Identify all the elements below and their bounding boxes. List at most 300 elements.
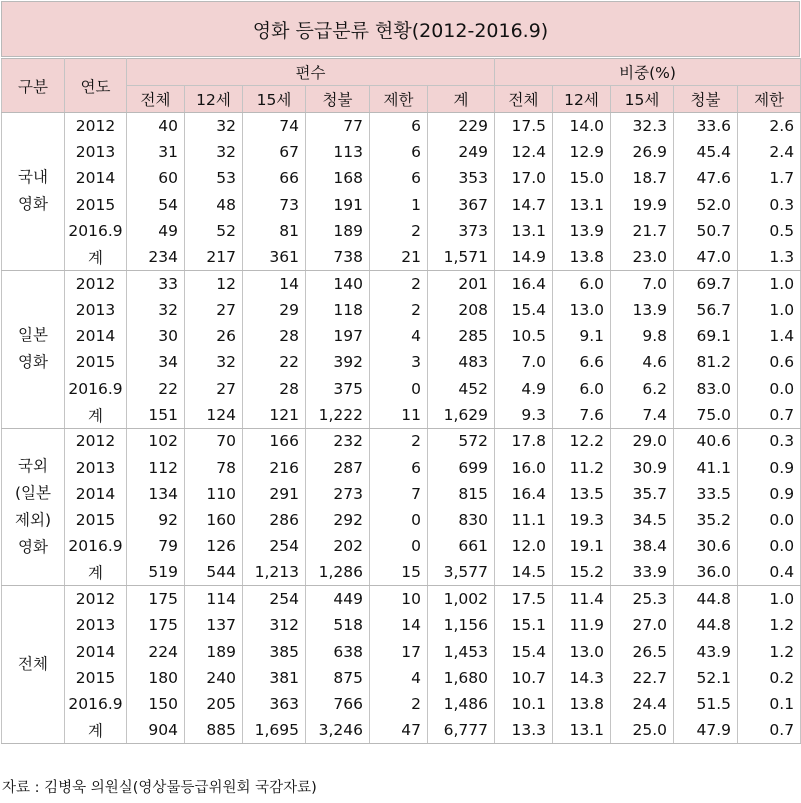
count-cell: 22 [243, 349, 306, 375]
count-cell: 224 [127, 638, 185, 664]
count-cell: 254 [243, 533, 306, 559]
count-cell: 286 [243, 507, 306, 533]
count-cell: 14 [243, 270, 306, 296]
share-cell: 1.2 [738, 612, 801, 638]
table-body [2, 113, 801, 744]
share-cell: 83.0 [674, 375, 738, 401]
share-cell: 36.0 [674, 560, 738, 586]
share-cell: 13.5 [553, 481, 611, 507]
count-cell: 1 [370, 191, 428, 217]
share-cell: 19.1 [553, 533, 611, 559]
count-cell: 32 [185, 139, 243, 165]
share-cell: 14.3 [553, 665, 611, 691]
count-cell: 175 [127, 612, 185, 638]
share-cell: 6.0 [553, 375, 611, 401]
count-cell: 1,571 [428, 244, 495, 270]
count-cell: 483 [428, 349, 495, 375]
table-row [2, 665, 801, 691]
table-row [2, 402, 801, 428]
share-cell: 11.9 [553, 612, 611, 638]
share-cell: 16.0 [495, 454, 553, 480]
count-cell: 113 [306, 139, 370, 165]
year-cell: 2012 [65, 270, 127, 296]
count-cell: 140 [306, 270, 370, 296]
count-cell: 904 [127, 717, 185, 743]
share-cell: 1.0 [738, 297, 801, 323]
share-cell: 0.9 [738, 481, 801, 507]
share-cell: 15.4 [495, 297, 553, 323]
share-cell: 11.2 [553, 454, 611, 480]
share-cell: 10.1 [495, 691, 553, 717]
count-cell: 124 [185, 402, 243, 428]
count-cell: 118 [306, 297, 370, 323]
table-title: 영화 등급분류 현황(2012-2016.9) [1, 1, 800, 57]
count-cell: 31 [127, 139, 185, 165]
share-cell: 34.5 [611, 507, 674, 533]
count-cell: 6 [370, 113, 428, 139]
share-cell: 7.4 [611, 402, 674, 428]
table-row [2, 560, 801, 586]
share-cell: 2.4 [738, 139, 801, 165]
count-cell: 291 [243, 481, 306, 507]
count-cell: 287 [306, 454, 370, 480]
table-row [2, 270, 801, 296]
share-cell: 12.4 [495, 139, 553, 165]
count-cell: 232 [306, 428, 370, 454]
count-cell: 32 [127, 297, 185, 323]
share-cell: 81.2 [674, 349, 738, 375]
header-count-group: 편수 [127, 59, 495, 86]
count-cell: 180 [127, 665, 185, 691]
header-count-col: 청불 [306, 86, 370, 113]
share-cell: 18.7 [611, 165, 674, 191]
table-row [2, 481, 801, 507]
year-cell: 2016.9 [65, 533, 127, 559]
count-cell: 11 [370, 402, 428, 428]
share-cell: 33.9 [611, 560, 674, 586]
year-cell: 2012 [65, 113, 127, 139]
count-cell: 830 [428, 507, 495, 533]
table-row [2, 165, 801, 191]
header-share-col: 전체 [495, 86, 553, 113]
share-cell: 16.4 [495, 270, 553, 296]
count-cell: 49 [127, 218, 185, 244]
count-cell: 197 [306, 323, 370, 349]
year-cell: 계 [65, 717, 127, 743]
share-cell: 14.7 [495, 191, 553, 217]
count-cell: 10 [370, 586, 428, 612]
share-cell: 30.6 [674, 533, 738, 559]
header-count-col: 15세 [243, 86, 306, 113]
table-row [2, 533, 801, 559]
count-cell: 14 [370, 612, 428, 638]
year-cell: 2013 [65, 612, 127, 638]
count-cell: 81 [243, 218, 306, 244]
share-cell: 0.2 [738, 665, 801, 691]
share-cell: 1.0 [738, 586, 801, 612]
count-cell: 572 [428, 428, 495, 454]
count-cell: 151 [127, 402, 185, 428]
share-cell: 0.9 [738, 454, 801, 480]
count-cell: 229 [428, 113, 495, 139]
share-cell: 19.9 [611, 191, 674, 217]
count-cell: 1,629 [428, 402, 495, 428]
count-cell: 7 [370, 481, 428, 507]
share-cell: 9.1 [553, 323, 611, 349]
share-cell: 10.7 [495, 665, 553, 691]
table-row [2, 113, 801, 139]
header-share-col: 15세 [611, 86, 674, 113]
share-cell: 41.1 [674, 454, 738, 480]
count-cell: 273 [306, 481, 370, 507]
share-cell: 38.4 [611, 533, 674, 559]
table-row [2, 612, 801, 638]
share-cell: 13.0 [553, 638, 611, 664]
share-cell: 7.0 [495, 349, 553, 375]
count-cell: 1,213 [243, 560, 306, 586]
count-cell: 17 [370, 638, 428, 664]
share-cell: 0.5 [738, 218, 801, 244]
count-cell: 15 [370, 560, 428, 586]
count-cell: 2 [370, 270, 428, 296]
header-gubun: 구분 [2, 59, 65, 113]
count-cell: 1,453 [428, 638, 495, 664]
count-cell: 134 [127, 481, 185, 507]
count-cell: 189 [306, 218, 370, 244]
share-cell: 11.4 [553, 586, 611, 612]
count-cell: 54 [127, 191, 185, 217]
count-cell: 2 [370, 428, 428, 454]
share-cell: 0.6 [738, 349, 801, 375]
share-cell: 26.9 [611, 139, 674, 165]
count-cell: 661 [428, 533, 495, 559]
share-cell: 0.3 [738, 428, 801, 454]
count-cell: 40 [127, 113, 185, 139]
share-cell: 15.0 [553, 165, 611, 191]
share-cell: 9.3 [495, 402, 553, 428]
count-cell: 292 [306, 507, 370, 533]
share-cell: 12.0 [495, 533, 553, 559]
count-cell: 375 [306, 375, 370, 401]
share-cell: 33.6 [674, 113, 738, 139]
share-cell: 19.3 [553, 507, 611, 533]
share-cell: 56.7 [674, 297, 738, 323]
count-cell: 6,777 [428, 717, 495, 743]
count-cell: 6 [370, 454, 428, 480]
count-cell: 1,002 [428, 586, 495, 612]
share-cell: 9.8 [611, 323, 674, 349]
count-cell: 60 [127, 165, 185, 191]
table-row [2, 638, 801, 664]
count-cell: 885 [185, 717, 243, 743]
count-cell: 3,577 [428, 560, 495, 586]
share-cell: 13.1 [553, 191, 611, 217]
header-count-col: 제한 [370, 86, 428, 113]
year-cell: 2016.9 [65, 691, 127, 717]
share-cell: 50.7 [674, 218, 738, 244]
share-cell: 25.3 [611, 586, 674, 612]
share-cell: 16.4 [495, 481, 553, 507]
count-cell: 12 [185, 270, 243, 296]
share-cell: 13.9 [553, 218, 611, 244]
count-cell: 1,680 [428, 665, 495, 691]
year-cell: 2014 [65, 165, 127, 191]
share-cell: 13.1 [495, 218, 553, 244]
count-cell: 48 [185, 191, 243, 217]
count-cell: 234 [127, 244, 185, 270]
count-cell: 52 [185, 218, 243, 244]
table-row [2, 717, 801, 743]
share-cell: 13.3 [495, 717, 553, 743]
count-cell: 92 [127, 507, 185, 533]
table-row [2, 507, 801, 533]
table-row [2, 375, 801, 401]
group-label: 전체 [2, 586, 65, 744]
group-label: 국외 (일본 제외) 영화 [2, 428, 65, 586]
share-cell: 13.8 [553, 244, 611, 270]
year-cell: 2012 [65, 428, 127, 454]
count-cell: 3,246 [306, 717, 370, 743]
share-cell: 47.0 [674, 244, 738, 270]
header-share-group: 비중(%) [495, 59, 801, 86]
count-cell: 32 [185, 349, 243, 375]
table-row [2, 139, 801, 165]
share-cell: 0.1 [738, 691, 801, 717]
share-cell: 1.2 [738, 638, 801, 664]
count-cell: 202 [306, 533, 370, 559]
share-cell: 43.9 [674, 638, 738, 664]
year-cell: 2013 [65, 454, 127, 480]
count-cell: 4 [370, 665, 428, 691]
count-cell: 29 [243, 297, 306, 323]
year-cell: 계 [65, 560, 127, 586]
share-cell: 15.4 [495, 638, 553, 664]
share-cell: 27.0 [611, 612, 674, 638]
count-cell: 33 [127, 270, 185, 296]
count-cell: 47 [370, 717, 428, 743]
share-cell: 23.0 [611, 244, 674, 270]
group-label: 국내 영화 [2, 113, 65, 271]
count-cell: 74 [243, 113, 306, 139]
share-cell: 2.6 [738, 113, 801, 139]
share-cell: 11.1 [495, 507, 553, 533]
share-cell: 69.1 [674, 323, 738, 349]
count-cell: 544 [185, 560, 243, 586]
share-cell: 4.9 [495, 375, 553, 401]
count-cell: 0 [370, 507, 428, 533]
share-cell: 35.2 [674, 507, 738, 533]
count-cell: 254 [243, 586, 306, 612]
share-cell: 26.5 [611, 638, 674, 664]
count-cell: 26 [185, 323, 243, 349]
count-cell: 638 [306, 638, 370, 664]
share-cell: 10.5 [495, 323, 553, 349]
count-cell: 21 [370, 244, 428, 270]
count-cell: 53 [185, 165, 243, 191]
count-cell: 79 [127, 533, 185, 559]
count-cell: 78 [185, 454, 243, 480]
share-cell: 6.6 [553, 349, 611, 375]
count-cell: 175 [127, 586, 185, 612]
count-cell: 2 [370, 218, 428, 244]
table-row [2, 349, 801, 375]
share-cell: 12.9 [553, 139, 611, 165]
table-header [2, 59, 801, 113]
share-cell: 17.5 [495, 113, 553, 139]
share-cell: 1.4 [738, 323, 801, 349]
share-cell: 47.9 [674, 717, 738, 743]
count-cell: 875 [306, 665, 370, 691]
share-cell: 0.7 [738, 717, 801, 743]
count-cell: 150 [127, 691, 185, 717]
count-cell: 285 [428, 323, 495, 349]
count-cell: 1,222 [306, 402, 370, 428]
year-cell: 계 [65, 244, 127, 270]
share-cell: 13.9 [611, 297, 674, 323]
year-cell: 2016.9 [65, 218, 127, 244]
header-share-col: 제한 [738, 86, 801, 113]
share-cell: 14.5 [495, 560, 553, 586]
share-cell: 13.8 [553, 691, 611, 717]
share-cell: 7.0 [611, 270, 674, 296]
count-cell: 3 [370, 349, 428, 375]
count-cell: 168 [306, 165, 370, 191]
count-cell: 738 [306, 244, 370, 270]
count-cell: 205 [185, 691, 243, 717]
share-cell: 75.0 [674, 402, 738, 428]
count-cell: 1,695 [243, 717, 306, 743]
share-cell: 0.0 [738, 375, 801, 401]
table-row [2, 428, 801, 454]
count-cell: 2 [370, 691, 428, 717]
share-cell: 24.4 [611, 691, 674, 717]
count-cell: 27 [185, 375, 243, 401]
year-cell: 2012 [65, 586, 127, 612]
share-cell: 44.8 [674, 612, 738, 638]
header-count-col: 12세 [185, 86, 243, 113]
share-cell: 25.0 [611, 717, 674, 743]
count-cell: 208 [428, 297, 495, 323]
share-cell: 40.6 [674, 428, 738, 454]
share-cell: 35.7 [611, 481, 674, 507]
share-cell: 51.5 [674, 691, 738, 717]
count-cell: 361 [243, 244, 306, 270]
count-cell: 363 [243, 691, 306, 717]
year-cell: 계 [65, 402, 127, 428]
header-year: 연도 [65, 59, 127, 113]
count-cell: 70 [185, 428, 243, 454]
group-label: 일본 영화 [2, 270, 65, 428]
count-cell: 216 [243, 454, 306, 480]
count-cell: 6 [370, 165, 428, 191]
share-cell: 22.7 [611, 665, 674, 691]
count-cell: 367 [428, 191, 495, 217]
count-cell: 6 [370, 139, 428, 165]
table-row [2, 191, 801, 217]
share-cell: 17.0 [495, 165, 553, 191]
count-cell: 373 [428, 218, 495, 244]
share-cell: 47.6 [674, 165, 738, 191]
count-cell: 126 [185, 533, 243, 559]
count-cell: 201 [428, 270, 495, 296]
count-cell: 699 [428, 454, 495, 480]
year-cell: 2015 [65, 507, 127, 533]
count-cell: 392 [306, 349, 370, 375]
share-cell: 17.8 [495, 428, 553, 454]
table-row [2, 297, 801, 323]
header-count-col: 계 [428, 86, 495, 113]
table-row [2, 244, 801, 270]
count-cell: 34 [127, 349, 185, 375]
count-cell: 240 [185, 665, 243, 691]
table-row [2, 323, 801, 349]
year-cell: 2015 [65, 665, 127, 691]
count-cell: 27 [185, 297, 243, 323]
count-cell: 166 [243, 428, 306, 454]
share-cell: 4.6 [611, 349, 674, 375]
share-cell: 0.4 [738, 560, 801, 586]
count-cell: 28 [243, 375, 306, 401]
share-cell: 6.2 [611, 375, 674, 401]
share-cell: 52.1 [674, 665, 738, 691]
header-count-col: 전체 [127, 86, 185, 113]
count-cell: 452 [428, 375, 495, 401]
count-cell: 66 [243, 165, 306, 191]
count-cell: 449 [306, 586, 370, 612]
share-cell: 30.9 [611, 454, 674, 480]
share-cell: 17.5 [495, 586, 553, 612]
table-row [2, 586, 801, 612]
share-cell: 14.9 [495, 244, 553, 270]
count-cell: 189 [185, 638, 243, 664]
share-cell: 1.7 [738, 165, 801, 191]
share-cell: 52.0 [674, 191, 738, 217]
share-cell: 1.3 [738, 244, 801, 270]
share-cell: 33.5 [674, 481, 738, 507]
count-cell: 519 [127, 560, 185, 586]
count-cell: 1,286 [306, 560, 370, 586]
table-row [2, 454, 801, 480]
count-cell: 0 [370, 375, 428, 401]
count-cell: 353 [428, 165, 495, 191]
count-cell: 2 [370, 297, 428, 323]
share-cell: 21.7 [611, 218, 674, 244]
count-cell: 217 [185, 244, 243, 270]
share-cell: 15.1 [495, 612, 553, 638]
count-cell: 518 [306, 612, 370, 638]
share-cell: 13.0 [553, 297, 611, 323]
share-cell: 0.7 [738, 402, 801, 428]
year-cell: 2013 [65, 297, 127, 323]
year-cell: 2015 [65, 191, 127, 217]
count-cell: 766 [306, 691, 370, 717]
share-cell: 0.0 [738, 507, 801, 533]
year-cell: 2016.9 [65, 375, 127, 401]
share-cell: 0.0 [738, 533, 801, 559]
share-cell: 6.0 [553, 270, 611, 296]
count-cell: 137 [185, 612, 243, 638]
count-cell: 312 [243, 612, 306, 638]
share-cell: 14.0 [553, 113, 611, 139]
share-cell: 44.8 [674, 586, 738, 612]
share-cell: 15.2 [553, 560, 611, 586]
count-cell: 385 [243, 638, 306, 664]
count-cell: 112 [127, 454, 185, 480]
header-share-col: 12세 [553, 86, 611, 113]
share-cell: 45.4 [674, 139, 738, 165]
share-cell: 7.6 [553, 402, 611, 428]
share-cell: 0.3 [738, 191, 801, 217]
